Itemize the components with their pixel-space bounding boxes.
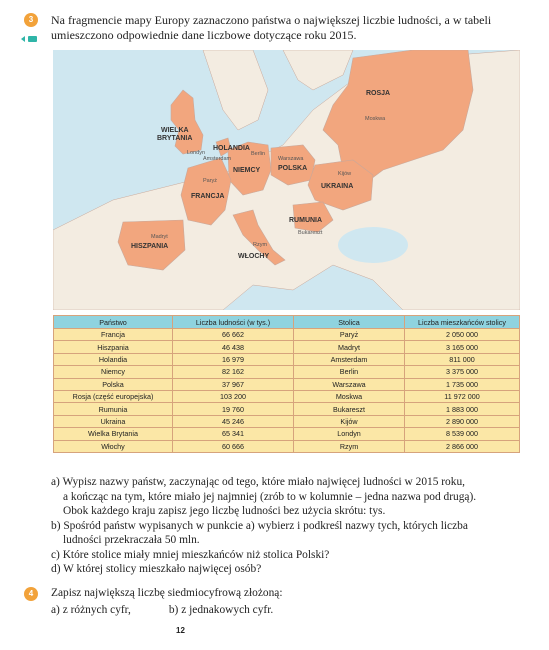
question-a-line-3: Obok każdego kraju zapisz jego liczbę ludności bez użycia skrótu: tys.	[63, 505, 386, 517]
label-rumunia: RUMUNIA	[289, 217, 323, 224]
label-ukraina: UKRAINA	[321, 183, 354, 190]
city-amsterdam: Amsterdam	[203, 156, 232, 162]
table-row	[54, 403, 520, 415]
city-paryz: Paryż	[203, 178, 218, 184]
cell-capital-population: 1 883 000	[405, 403, 520, 415]
header-country: Państwo	[54, 316, 173, 329]
table-row	[54, 341, 520, 353]
questions	[51, 475, 531, 577]
task-number-badge: 3	[24, 13, 38, 27]
question-c: c) Które stolice miały mniej mieszkańców niż stolica Polski?	[51, 548, 330, 561]
label-hiszpania: HISZPANIA	[131, 243, 169, 250]
cell-country: Wielka Brytania	[54, 428, 173, 440]
city-madryt: Madryt	[151, 234, 168, 240]
cell-country: Francja	[54, 329, 173, 341]
cell-population: 103 200	[173, 390, 294, 402]
city-moskwa: Moskwa	[365, 116, 386, 122]
city-warszawa: Warszawa	[278, 156, 304, 162]
task-number-badge: 4	[24, 587, 38, 601]
cell-country: Niemcy	[54, 366, 173, 378]
cell-capital: Rzym	[294, 440, 405, 452]
europe-map	[53, 50, 520, 310]
table-row	[54, 428, 520, 440]
table-row	[54, 390, 520, 402]
question-b-line-2: ludności przekraczała 50 mln.	[63, 534, 200, 546]
cell-capital-population: 3 165 000	[405, 341, 520, 353]
cell-capital-population: 1 735 000	[405, 378, 520, 390]
task4-options	[51, 604, 351, 616]
cell-population: 60 666	[173, 440, 294, 452]
label-holandia: HOLANDIA	[213, 145, 250, 152]
cell-capital-population: 11 972 000	[405, 390, 520, 402]
label-wlochy: WŁOCHY	[238, 253, 270, 260]
city-kijow: Kijów	[338, 171, 352, 177]
cell-capital-population: 2 890 000	[405, 415, 520, 427]
table-row	[54, 415, 520, 427]
city-londyn: Londyn	[187, 150, 206, 156]
cell-population: 82 162	[173, 366, 294, 378]
population-table	[53, 315, 520, 453]
cell-population: 66 662	[173, 329, 294, 341]
task4-text: Zapisz największą liczbę siedmiocyfrową złożoną:	[51, 587, 283, 599]
label-niemcy: NIEMCY	[233, 167, 261, 174]
cell-country: Holandia	[54, 353, 173, 365]
city-berlin: Berlin	[251, 151, 266, 157]
intro-line-2: umieszczono odpowiednie dane liczbowe dotyczące roku 2015.	[51, 28, 357, 42]
cell-capital-population: 2 050 000	[405, 329, 520, 341]
cell-population: 19 760	[173, 403, 294, 415]
label-wielka-brytania-1: WIELKA	[161, 127, 189, 134]
page-number: 12	[176, 626, 185, 635]
label-polska: POLSKA	[278, 165, 308, 172]
cell-capital: Kijów	[294, 415, 405, 427]
table-header-row	[54, 316, 520, 329]
cell-capital-population: 2 866 000	[405, 440, 520, 452]
puzzle-icon	[20, 31, 40, 49]
cell-capital: Londyn	[294, 428, 405, 440]
header-capital-population: Liczba mieszkańców stolicy	[405, 316, 520, 329]
cell-capital-population: 8 539 000	[405, 428, 520, 440]
task-intro	[51, 13, 521, 43]
question-a-line-2: a kończąc na tym, które miało jej najmniej (zrób to w kolumnie – jedna nazwa pod drugą).	[63, 490, 477, 503]
cell-population: 45 246	[173, 415, 294, 427]
cell-capital: Bukareszt	[294, 403, 405, 415]
city-bukareszt: Bukareszt	[298, 230, 323, 236]
task4-option-a: a) z różnych cyfr,	[51, 604, 131, 616]
intro-line-1: Na fragmencie mapy Europy zaznaczono państwa o największej liczbie ludności, a w tabeli	[51, 13, 492, 27]
cell-country: Ukraina	[54, 415, 173, 427]
table-row	[54, 378, 520, 390]
question-b-line-1: b) Spośród państw wypisanych w punkcie a) wybierz i podkreśl nazwy tych, których liczba	[51, 519, 468, 532]
header-capital: Stolica	[294, 316, 405, 329]
city-rzym: Rzym	[253, 242, 268, 248]
question-a-line-1: a) Wypisz nazwy państw, zaczynając od tego, które miało najwięcej ludności w 2015 roku,	[51, 476, 465, 488]
table-row	[54, 440, 520, 452]
cell-population: 65 341	[173, 428, 294, 440]
cell-population: 16 979	[173, 353, 294, 365]
cell-population: 37 967	[173, 378, 294, 390]
label-wielka-brytania-2: BRYTANIA	[157, 135, 193, 142]
cell-capital: Paryż	[294, 329, 405, 341]
cell-capital: Moskwa	[294, 390, 405, 402]
question-d: d) W której stolicy mieszkało najwięcej osób?	[51, 563, 262, 575]
cell-capital: Berlin	[294, 366, 405, 378]
cell-capital: Warszawa	[294, 378, 405, 390]
header-population: Liczba ludności (w tys.)	[173, 316, 294, 329]
table-row	[54, 366, 520, 378]
table-row	[54, 329, 520, 341]
cell-country: Rumunia	[54, 403, 173, 415]
task4-option-b: b) z jednakowych cyfr.	[168, 604, 274, 616]
cell-population: 46 438	[173, 341, 294, 353]
cell-country: Rosja (część europejska)	[54, 390, 173, 402]
table-row	[54, 353, 520, 365]
cell-capital: Madryt	[294, 341, 405, 353]
cell-country: Włochy	[54, 440, 173, 452]
cell-capital-population: 811 000	[405, 353, 520, 365]
cell-capital: Amsterdam	[294, 353, 405, 365]
label-rosja: ROSJA	[366, 90, 391, 97]
label-francja: FRANCJA	[191, 193, 225, 200]
cell-country: Hiszpania	[54, 341, 173, 353]
cell-capital-population: 3 375 000	[405, 366, 520, 378]
cell-country: Polska	[54, 378, 173, 390]
